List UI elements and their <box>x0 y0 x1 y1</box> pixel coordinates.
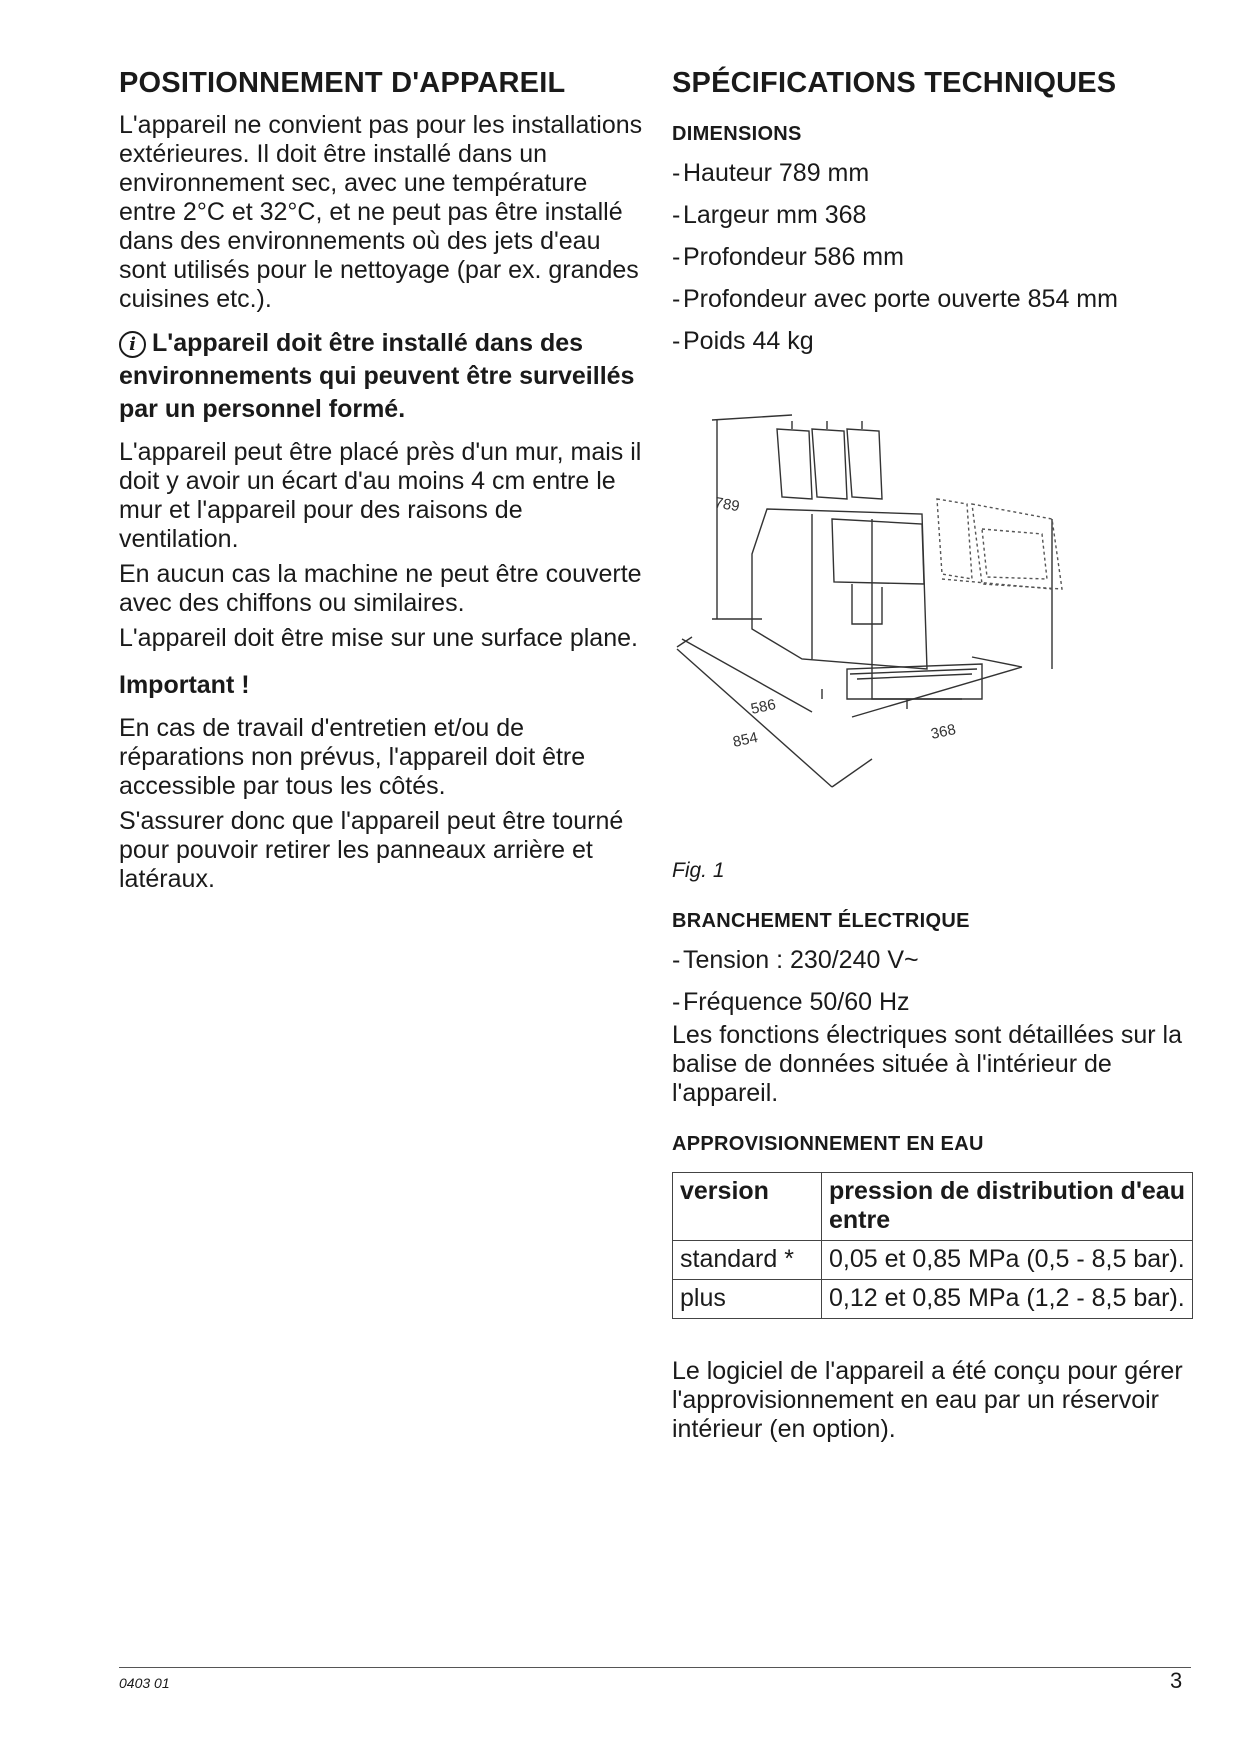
electrical-item: - Tension : 230/240 V~ <box>672 946 919 974</box>
dimension-item: - Profondeur avec porte ouverte 854 mm <box>672 285 1118 313</box>
water-pressure-table <box>672 1172 1193 1319</box>
outdoor-paragraph: L'appareil ne convient pas pour les installations extérieures. Il doit être installé dans un environnement sec, avec une température entre 2°C et 32°C, et ne peut pas être installé dans des environnements où des jets d'eau sont utilisés pour le nettoyage (par ex. grandes cuisines etc.). <box>119 111 643 313</box>
installation-note <box>119 327 649 426</box>
cover-paragraph: En aucun cas la machine ne peut être couverte avec des chiffons ou similaires. <box>119 560 642 617</box>
figure-caption: Fig. 1 <box>672 859 725 882</box>
maintenance-paragraph: En cas de travail d'entretien et/ou de réparations non prévus, l'appareil doit être accessible par tous les côtés. <box>119 714 586 800</box>
electrical-list <box>672 946 1202 1017</box>
footer-code: 0403 01 <box>119 1675 170 1691</box>
dimensions-heading: DIMENSIONS <box>672 123 802 145</box>
depth-open-label: 854 <box>731 729 760 751</box>
dimension-item: - Largeur mm 368 <box>672 201 867 229</box>
height-label: 789 <box>713 494 741 516</box>
specifications-heading: SPÉCIFICATIONS TECHNIQUES <box>672 67 1117 99</box>
table-cell: 0,12 et 0,85 MPa (1,2 - 8,5 bar). <box>822 1280 1193 1319</box>
dimension-item: - Profondeur 586 mm <box>672 243 904 271</box>
electrical-note: Les fonctions électriques sont détaillées sur la balise de données située à l'intérieur de l'appareil. <box>672 1021 1183 1107</box>
table-row <box>673 1280 1193 1319</box>
table-cell: standard * <box>673 1241 822 1280</box>
table-cell: plus <box>673 1280 822 1319</box>
positioning-heading: POSITIONNEMENT D'APPAREIL <box>119 67 566 99</box>
machine-figure <box>672 369 1192 869</box>
flat-surface-paragraph: L'appareil doit être mise sur une surface plane. <box>119 624 638 652</box>
right-column <box>672 66 1202 1444</box>
water-heading: APPROVISIONNEMENT EN EAU <box>672 1133 984 1155</box>
width-label: 368 <box>929 721 958 743</box>
wall-distance-paragraph: L'appareil peut être placé près d'un mur, mais il doit y avoir un écart d'au moins 4 cm entre le mur et l'appareil pour des raisons de ventilation. <box>119 438 642 553</box>
important-heading: Important ! <box>119 671 250 699</box>
machine-drawing <box>672 369 1192 869</box>
water-note: Le logiciel de l'appareil a été conçu pour gérer l'approvisionnement en eau par un réservoir intérieur (en option). <box>672 1357 1183 1443</box>
dimensions-list <box>672 159 1202 356</box>
electrical-heading: BRANCHEMENT ÉLECTRIQUE <box>672 910 970 932</box>
dimension-item: - Hauteur 789 mm <box>672 159 870 187</box>
info-icon: i <box>119 331 146 358</box>
table-header-row <box>673 1173 1193 1241</box>
table-cell: 0,05 et 0,85 MPa (0,5 - 8,5 bar). <box>822 1241 1193 1280</box>
electrical-item: - Fréquence 50/60 Hz <box>672 988 910 1016</box>
page-number: 3 <box>1170 1668 1183 1693</box>
dimension-item: - Poids 44 kg <box>672 327 814 355</box>
installation-note-text: L'appareil doit être installé dans des environnements qui peuvent être surveillés par un personnel formé. <box>119 329 635 423</box>
footer-divider <box>119 1667 1191 1668</box>
depth-label: 586 <box>749 696 778 718</box>
table-header-cell: version <box>673 1173 822 1241</box>
table-header-cell: pression de distribution d'eau entre <box>822 1173 1193 1241</box>
left-column <box>119 66 649 900</box>
rotate-paragraph: S'assurer donc que l'appareil peut être tourné pour pouvoir retirer les panneaux arrière et latéraux. <box>119 807 624 893</box>
table-row <box>673 1241 1193 1280</box>
